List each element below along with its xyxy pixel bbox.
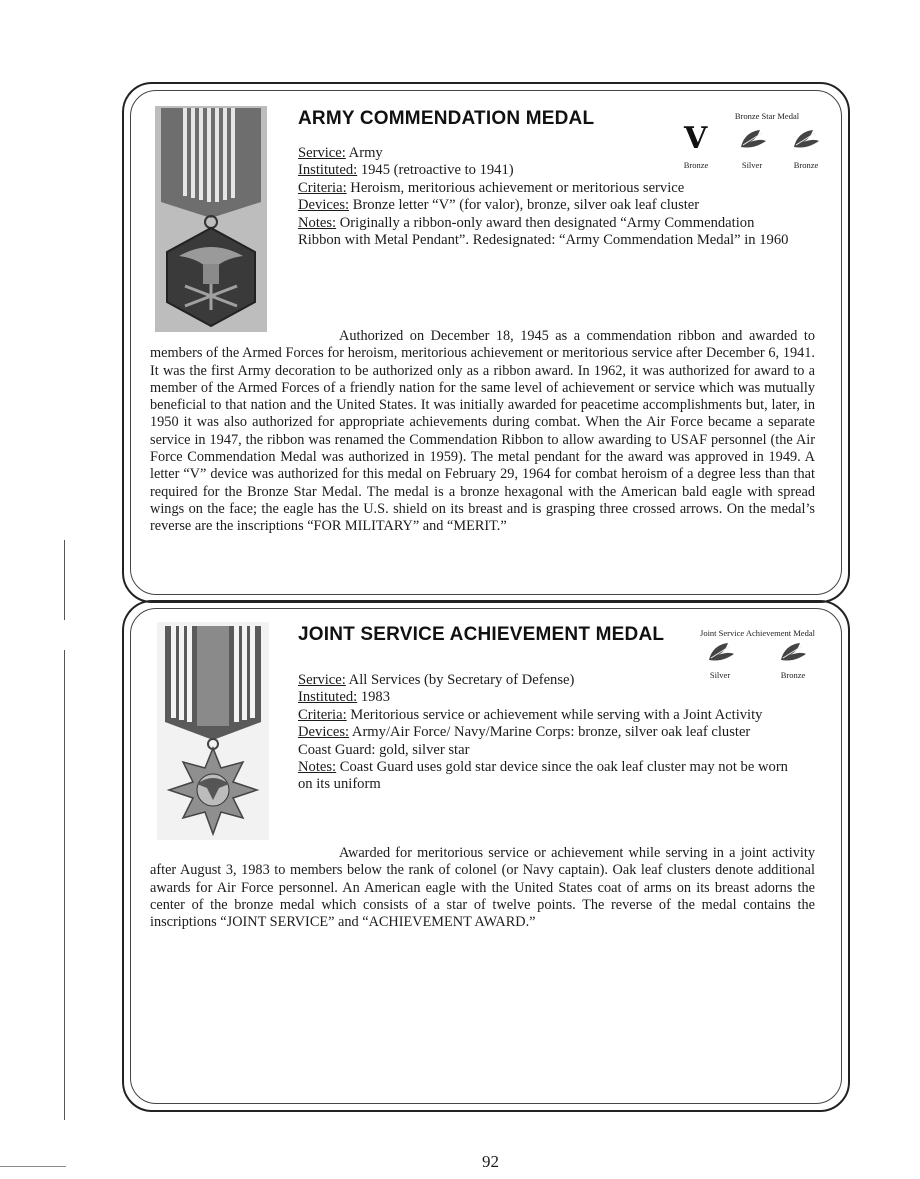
- fact-criteria: Criteria: Heroism, meritorious achievement or meritorious service: [298, 179, 685, 196]
- left-margin-line: [64, 540, 65, 620]
- device-label: Silver: [741, 160, 763, 170]
- device-header: Joint Service Achievement Medal: [700, 628, 815, 638]
- device-label: Bronze: [793, 160, 819, 170]
- fact-devices: Devices: Army/Air Force/ Navy/Marine Corps: bronze, silver oak leaf cluster: [298, 724, 751, 741]
- page-number: 92: [482, 1152, 499, 1171]
- medal-facts: [298, 145, 798, 249]
- fact-notes: Notes: Coast Guard uses gold star device since the oak leaf cluster may not be worn on its uniform: [298, 759, 788, 793]
- medal-description: Awarded for meritorious service or achievement while serving in a joint activity after August 3, 1983 to members below the rank of colonel (or Navy captain). Oak leaf clusters denote additional awards for Air Force personnel. An American eagle with the United States coat of arms on its breast adorns the center of the bronze medal which consists of a star of twelve points. The reverse of the medal contains the inscriptions “JOINT SERVICE” and “ACHIEVEMENT AWARD.”: [150, 845, 815, 931]
- joint-service-medal-image: [157, 622, 269, 840]
- fact-service: Service: Army: [298, 145, 383, 161]
- medal-title: ARMY COMMENDATION MEDAL: [298, 108, 595, 129]
- device-label: Bronze: [683, 160, 709, 170]
- device-label: Bronze: [780, 670, 806, 680]
- army-commendation-medal-image: [155, 106, 267, 332]
- device-label: Silver: [709, 670, 731, 680]
- fact-instituted: Instituted: 1983: [298, 689, 391, 706]
- oak-leaf-cluster-icon: [778, 640, 808, 666]
- fact-service: Service: All Services (by Secretary of Defense): [298, 672, 575, 688]
- oak-leaf-cluster-icon: [706, 640, 736, 666]
- fact-instituted: Instituted: 1945 (retroactive to 1941): [298, 162, 514, 179]
- medal-facts: [298, 672, 788, 794]
- device-header: Bronze Star Medal: [734, 111, 800, 121]
- fact-notes: Notes: Originally a ribbon-only award then designated “Army Commendation Ribbon with Metal Pendant”. Redesignated: “Army Commendation Medal” in 1960: [298, 214, 789, 249]
- fact-devices-coast-guard: Coast Guard: gold, silver star: [298, 741, 470, 758]
- left-margin-line-lower: [64, 650, 65, 1120]
- valor-v-device: V: [684, 121, 708, 156]
- fact-devices: Devices: Bronze letter “V” (for valor), bronze, silver oak leaf cluster: [298, 197, 700, 214]
- fact-criteria: Criteria: Meritorious service or achievement while serving with a Joint Activity: [298, 706, 763, 723]
- medal-description: Authorized on December 18, 1945 as a commendation ribbon and awarded to members of the Armed Forces for heroism, meritorious achievement or meritorious service after December 6, 1941. It was the first Army decoration to be authorized only as a ribbon award. In 1962, it was authorized for award to a member of the Armed Forces of a friendly nation for the same level of achievement or service which was mutually beneficial to that nation and the United States. It was initially awarded for peacetime accomplishments but, later, in 1950 it was also authorized for appropriate achievements during combat. When the Air Force became a separate service in 1947, the ribbon was renamed the Commendation Ribbon to allow awarding to USAF personnel (the Air Force Commendation Medal was authorized in 1959). The metal pendant for the award was approved in 1949. A letter “V” device was authorized for this medal on February 29, 1964 for combat heroism of a degree less than that required for the Bronze Star Medal. The medal is a bronze hexagonal with the American bald eagle with spread wings on the face; the eagle has the U.S. shield on its breast and is grasping three crossed arrows. On the medal’s reverse are the inscriptions “FOR MILITARY” and “MERIT.”: [150, 328, 815, 535]
- medal-title: JOINT SERVICE ACHIEVEMENT MEDAL: [298, 624, 665, 645]
- bottom-left-line: [0, 1166, 66, 1167]
